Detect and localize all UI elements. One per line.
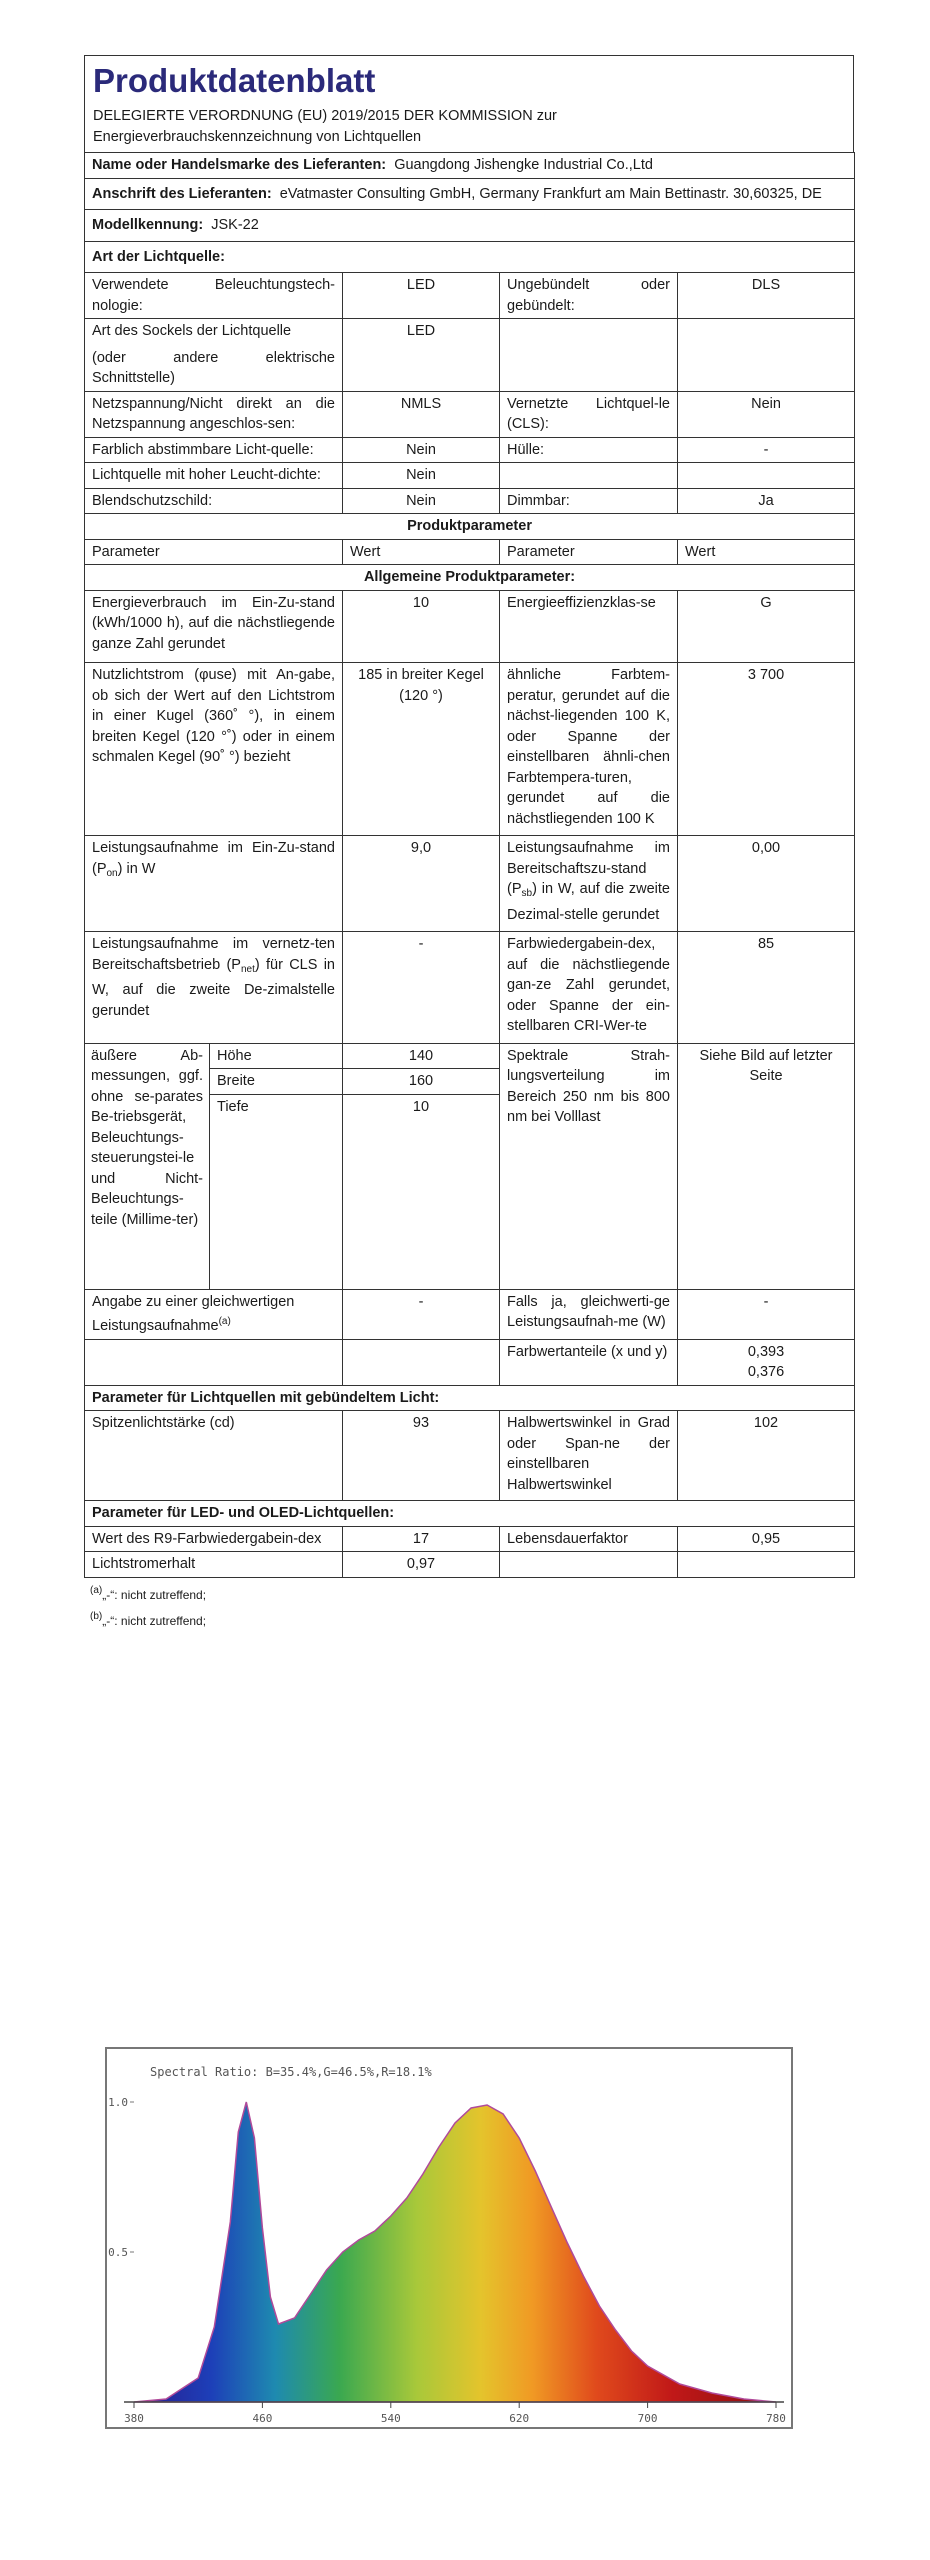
class-label: Energieeffizienzklas-se bbox=[500, 590, 678, 663]
maintenance-label: Lichtstromerhalt bbox=[85, 1552, 343, 1578]
y-tick-label: 0.5 bbox=[108, 2246, 128, 2259]
energy-label: Energieverbrauch im Ein-Zu-stand (kWh/1000 h), auf die nächstliegende ganze Zahl gerundet bbox=[85, 590, 343, 663]
width-value: 160 bbox=[343, 1069, 499, 1095]
supplier-address-value: eVatmaster Consulting GmbH, Germany Frankfurt am Main Bettinastr. 30,60325, DE bbox=[279, 185, 822, 202]
y-tick-label: 1.0 bbox=[108, 2096, 128, 2109]
dimmable-label: Dimmbar: bbox=[500, 488, 678, 514]
empty-cell bbox=[343, 1339, 500, 1385]
pnet-value: - bbox=[343, 932, 500, 1044]
socket-label-line-2: (oder andere elektrische Schnittstelle) bbox=[92, 349, 335, 386]
table-row bbox=[85, 488, 855, 514]
product-params-heading-row bbox=[85, 514, 855, 540]
mains-label: Netzspannung/Nicht direkt an die Netzspannung angeschlos-sen: bbox=[85, 391, 343, 437]
envelope-label: Hülle: bbox=[500, 437, 678, 463]
survival-value: 0,95 bbox=[678, 1526, 855, 1552]
model-label: Modellkennung: bbox=[92, 217, 204, 233]
supplier-address-row bbox=[85, 178, 855, 210]
pon-subscript: on bbox=[106, 867, 118, 879]
depth-label: Tiefe bbox=[217, 1098, 249, 1115]
supplier-name-label: Name oder Handelsmarke des Lieferanten: bbox=[92, 157, 387, 173]
survival-label: Lebensdauerfaktor bbox=[500, 1526, 678, 1552]
table-row bbox=[85, 836, 855, 932]
socket-label bbox=[85, 319, 343, 392]
footnote-b-text: „-“: nicht zutreffend; bbox=[102, 1613, 207, 1628]
psb-subscript: sb bbox=[521, 888, 533, 899]
table-row bbox=[85, 1339, 855, 1385]
col-param-header: Parameter bbox=[500, 539, 678, 565]
footnotes bbox=[84, 1580, 854, 1632]
table-row bbox=[85, 1289, 855, 1339]
pnet-label-text-end: ) für CLS in W, auf die zweite De-zimalstelle gerundet bbox=[92, 956, 335, 1019]
footnote-a-text: „-“: nicht zutreffend; bbox=[102, 1587, 207, 1602]
footnote-marker-a: (a) bbox=[218, 1316, 231, 1327]
dimensions-values bbox=[343, 1044, 499, 1120]
glare-value: Nein bbox=[343, 488, 500, 514]
pon-label bbox=[85, 836, 343, 932]
x-tick-label: 380 bbox=[124, 2412, 144, 2425]
chroma-label: Farbwertanteile (x und y) bbox=[500, 1339, 678, 1385]
depth-value: 10 bbox=[412, 1098, 430, 1115]
footnote-b bbox=[90, 1606, 854, 1632]
tunable-value: Nein bbox=[343, 437, 500, 463]
pon-label-text: Leistungsaufnahme im Ein-Zu-stand (P bbox=[92, 840, 335, 877]
table-row bbox=[85, 1411, 855, 1501]
empty-cell bbox=[678, 463, 855, 489]
tunable-label: Farblich abstimmbare Licht-quelle: bbox=[85, 437, 343, 463]
pnet-subscript: net bbox=[240, 963, 255, 975]
model-value: JSK-22 bbox=[211, 217, 259, 233]
equiv2-label: Falls ja, gleichwerti-ge Leistungsaufnah-me (W) bbox=[500, 1289, 678, 1339]
dimensions-cell bbox=[85, 1043, 343, 1289]
equiv2-value: - bbox=[678, 1289, 855, 1339]
tech-label: Verwendete Beleuchtungstech-nologie: bbox=[85, 273, 343, 319]
supplier-name-row bbox=[85, 153, 855, 179]
col-param-header: Parameter bbox=[85, 539, 343, 565]
table-row bbox=[85, 932, 855, 1044]
chroma-x-value: 0,393 bbox=[747, 1343, 785, 1360]
cri-value: 85 bbox=[678, 932, 855, 1044]
height-label: Höhe bbox=[210, 1044, 343, 1069]
regulation-line-2: Energieverbrauchskennzeichnung von Lichtquellen bbox=[93, 129, 422, 145]
empty-cell bbox=[500, 319, 678, 392]
high-luminance-label: Lichtquelle mit hoher Leucht-dichte: bbox=[85, 463, 343, 489]
dimensions-values-cell bbox=[343, 1043, 500, 1289]
spd-label: Spektrale Strah-lungsverteilung im Bereich 250 nm bis 800 nm bei Volllast bbox=[500, 1043, 678, 1289]
glare-label: Blendschutzschild: bbox=[85, 488, 343, 514]
col-value-header: Wert bbox=[343, 539, 500, 565]
psb-label-text-end: ) in W, auf die zweite Dezimal-stelle gerundet bbox=[507, 881, 670, 923]
chroma-y-value: 0,376 bbox=[747, 1364, 785, 1380]
dimensions-table bbox=[85, 1044, 342, 1289]
supplier-address-label: Anschrift des Lieferanten: bbox=[92, 185, 272, 202]
mains-value: NMLS bbox=[343, 391, 500, 437]
datasheet bbox=[84, 55, 854, 1632]
r9-value: 17 bbox=[343, 1526, 500, 1552]
general-params-heading: Allgemeine Produktparameter: bbox=[85, 565, 855, 591]
focused-label: Ungebündelt oder gebündelt: bbox=[500, 273, 678, 319]
beam-label: Halbwertswinkel in Grad oder Span-ne der einstellbaren Halbwertswinkel bbox=[500, 1411, 678, 1501]
r9-label: Wert des R9-Farbwiedergabein-dex bbox=[85, 1526, 343, 1552]
flux-label: Nutzlichtstrom (φuse) mit An-gabe, ob sich der Wert auf den Lichtstrom in einer Kugel (360˚ °), in einem breiten Kegel (120 °˚) oder in einem schmalen Kegel (90˚ °) bezieht bbox=[85, 663, 343, 836]
table-row bbox=[85, 1043, 855, 1289]
directional-heading: Parameter für Lichtquellen mit gebündeltem Licht: bbox=[85, 1385, 855, 1411]
table-row bbox=[85, 319, 855, 392]
supplier-name-value: Guangdong Jishengke Industrial Co.,Ltd bbox=[394, 157, 653, 173]
x-tick-label: 460 bbox=[252, 2412, 273, 2425]
table-row bbox=[85, 437, 855, 463]
maintenance-value: 0,97 bbox=[343, 1552, 500, 1578]
product-params-heading: Produktparameter bbox=[85, 514, 855, 540]
equiv-label-text: Angabe zu einer gleichwertigen Leistungsaufnahme bbox=[92, 1293, 295, 1334]
connected-label: Vernetzte Lichtquel-le (CLS): bbox=[500, 391, 678, 437]
x-tick-label: 540 bbox=[380, 2412, 401, 2425]
empty-cell bbox=[678, 319, 855, 392]
width-label: Breite bbox=[210, 1069, 343, 1095]
cct-value: 3 700 bbox=[678, 663, 855, 836]
column-header-row bbox=[85, 539, 855, 565]
socket-value: LED bbox=[343, 319, 500, 392]
general-params-heading-row bbox=[85, 565, 855, 591]
connected-value: Nein bbox=[678, 391, 855, 437]
table-row bbox=[85, 463, 855, 489]
flux-value: 185 in breiter Kegel (120 °) bbox=[343, 663, 500, 836]
cri-label: Farbwiedergabein-dex, auf die nächstliegende gan-ze Zahl gerundet, oder Spanne der ein-stellbaren CRI-Wer-te bbox=[500, 932, 678, 1044]
psb-label bbox=[500, 836, 678, 932]
table-row bbox=[85, 590, 855, 663]
table-row bbox=[85, 273, 855, 319]
page-title: Produktdatenblatt bbox=[93, 62, 376, 99]
class-value: G bbox=[678, 590, 855, 663]
table-row bbox=[85, 663, 855, 836]
psb-label-text: Leistungsaufnahme im Bereitschaftszu-stand (P bbox=[507, 840, 670, 897]
spd-value: Siehe Bild auf letzter Seite bbox=[678, 1043, 855, 1289]
table-row bbox=[85, 1526, 855, 1552]
dimmable-value: Ja bbox=[678, 488, 855, 514]
equiv-label bbox=[85, 1289, 343, 1339]
spectrum-svg bbox=[94, 2040, 806, 2465]
table-row bbox=[85, 1552, 855, 1578]
x-tick-label: 700 bbox=[637, 2412, 658, 2425]
energy-value: 10 bbox=[343, 590, 500, 663]
spectrum-chart bbox=[94, 2040, 806, 2465]
header-box bbox=[84, 55, 854, 152]
pon-value: 9,0 bbox=[343, 836, 500, 932]
beam-value: 102 bbox=[678, 1411, 855, 1501]
peak-value: 93 bbox=[343, 1411, 500, 1501]
footnote-a-mark: (a) bbox=[90, 1584, 103, 1596]
chroma-value bbox=[678, 1339, 855, 1385]
footnote-a bbox=[90, 1580, 854, 1606]
pnet-label bbox=[85, 932, 343, 1044]
x-tick-label: 780 bbox=[766, 2412, 786, 2425]
pnet-label-text: Leistungsaufnahme im vernetz-ten Bereitschaftsbetrieb (P bbox=[92, 936, 335, 973]
envelope-value: - bbox=[678, 437, 855, 463]
chart-title: Spectral Ratio: B=35.4%,G=46.5%,R=18.1% bbox=[150, 2065, 432, 2079]
table-row bbox=[85, 391, 855, 437]
col-value-header: Wert bbox=[678, 539, 855, 565]
directional-heading-row bbox=[85, 1385, 855, 1411]
x-tick-label: 620 bbox=[509, 2412, 530, 2425]
light-type-heading: Art der Lichtquelle: bbox=[85, 241, 855, 273]
model-row bbox=[85, 210, 855, 242]
socket-label-line-1: Art des Sockels der Lichtquelle bbox=[92, 323, 292, 339]
peak-label: Spitzenlichtstärke (cd) bbox=[85, 1411, 343, 1501]
product-info-table bbox=[84, 152, 855, 1578]
led-heading-row bbox=[85, 1501, 855, 1527]
empty-cell bbox=[678, 1552, 855, 1578]
pon-label-text-end: ) in W bbox=[117, 860, 156, 877]
cct-label: ähnliche Farbtem-peratur, gerundet auf die nächst-liegenden 100 K, oder Spanne der einstellbaren ähnli-chen Farbtempera-turen, gerundet auf die nächstliegenden 100 K bbox=[500, 663, 678, 836]
regulation-line-1: DELEGIERTE VERORDNUNG (EU) 2019/2015 DER KOMMISSION zur bbox=[93, 108, 557, 124]
tech-value: LED bbox=[343, 273, 500, 319]
empty-cell bbox=[85, 1339, 343, 1385]
high-luminance-value: Nein bbox=[343, 463, 500, 489]
led-heading: Parameter für LED- und OLED-Lichtquellen: bbox=[85, 1501, 855, 1527]
focused-value: DLS bbox=[678, 273, 855, 319]
equiv-value: - bbox=[343, 1289, 500, 1339]
psb-value: 0,00 bbox=[678, 836, 855, 932]
dims-label: äußere Ab-messungen, ggf. ohne se-parates Be-triebsgerät, Beleuchtungs-steuerungstei-le und Nicht-Beleuchtungs-teile (Millime-ter) bbox=[85, 1044, 210, 1289]
height-value: 140 bbox=[343, 1044, 499, 1069]
empty-cell bbox=[500, 1552, 678, 1578]
footnote-b-mark: (b) bbox=[90, 1610, 103, 1622]
empty-cell bbox=[500, 463, 678, 489]
light-type-heading-row bbox=[85, 241, 855, 273]
